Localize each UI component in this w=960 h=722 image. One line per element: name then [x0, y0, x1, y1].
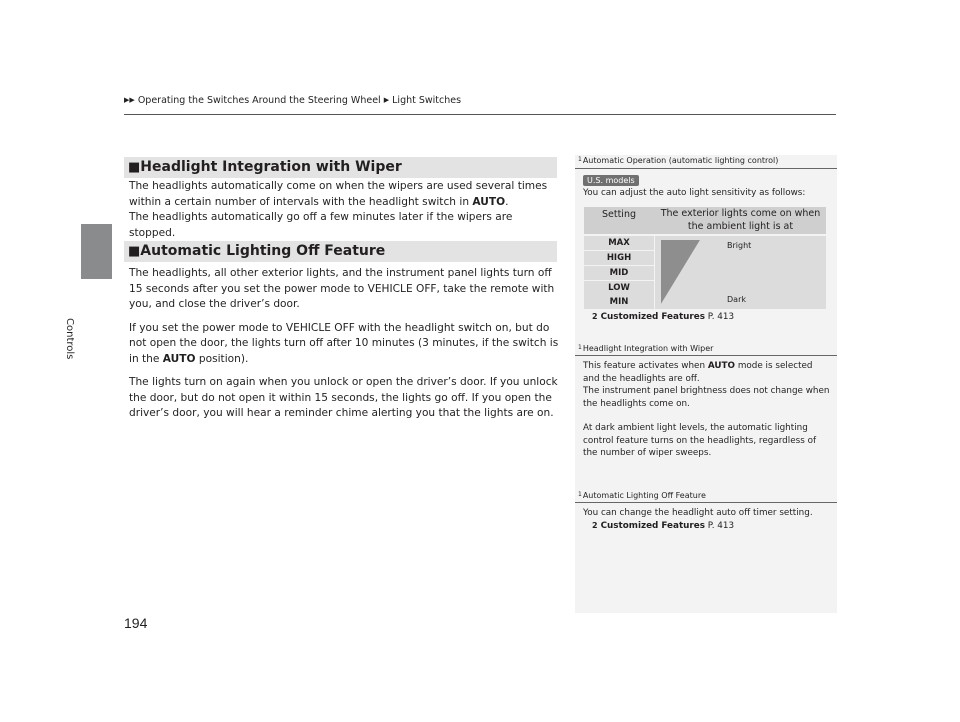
- paragraph: The lights turn on again when you unlock or open the driver’s door. If you unlock the door, but do not open it within 15 seconds, the lights go off. If you open the driver’s door, you will hear a reminder chime alerting you that the lights are on.: [129, 376, 558, 419]
- section-heading-auto-off: [124, 241, 557, 262]
- reference-arrow-icon: 2: [592, 312, 598, 321]
- auto-label: AUTO: [162, 352, 196, 365]
- text: The headlights automatically go off a few minutes later if the wipers are stopped.: [129, 211, 513, 239]
- note-title-text: Automatic Operation (automatic lighting control): [582, 156, 779, 165]
- sensitivity-table-header: [584, 207, 826, 234]
- note-title-headlight-integration: [578, 344, 713, 353]
- note-paragraph: [583, 360, 831, 385]
- column-header-setting: Setting: [601, 209, 636, 220]
- note-divider: [575, 355, 837, 356]
- section-title: Automatic Lighting Off Feature: [140, 243, 386, 259]
- dark-label: Dark: [727, 295, 746, 304]
- note-divider: [575, 168, 837, 169]
- paragraph: [129, 179, 559, 241]
- note-body: [583, 360, 831, 460]
- text: mode is selected and the headlights are off.: [583, 361, 813, 384]
- section-body-auto-off: [129, 266, 559, 430]
- reference-page: P. 413: [707, 521, 735, 531]
- cross-reference[interactable]: [592, 520, 734, 533]
- note-title-auto-off: [578, 491, 706, 500]
- table-row-level: LOW: [584, 281, 654, 295]
- reference-page: P. 413: [707, 312, 735, 322]
- note-divider: [575, 502, 837, 503]
- paragraph: The headlights, all other exterior lights, and the instrument panel lights turn off 15 seconds after you set the power mode to VEHICLE OFF, take the remote with you, and close the driver’s door.: [129, 267, 555, 310]
- note-title-text: Headlight Integration with Wiper: [582, 344, 714, 353]
- header-divider: [124, 114, 836, 115]
- auto-label: AUTO: [707, 361, 736, 371]
- chapter-label: Controls: [64, 318, 75, 360]
- reference-label[interactable]: Customized Features: [600, 521, 705, 531]
- cross-reference[interactable]: [592, 311, 734, 324]
- text: The headlights automatically come on when the wipers are used several times within a certain number of intervals with the headlight switch in: [129, 180, 548, 208]
- table-row-level: MAX: [584, 236, 654, 250]
- reference-arrow-icon: 2: [592, 521, 598, 530]
- note-paragraph: At dark ambient light levels, the automatic lighting control feature turns on the headlights, regardless of the number of wiper sweeps.: [583, 423, 817, 458]
- text: .: [505, 195, 509, 208]
- text: position).: [198, 352, 249, 365]
- section-heading-headlight-integration: [124, 157, 557, 178]
- note-paragraph: The instrument panel brightness does not change when the headlights come on.: [583, 386, 830, 409]
- table-row-level: MID: [584, 266, 654, 280]
- table-row-level: MIN: [584, 295, 654, 309]
- note-title-text: Automatic Lighting Off Feature: [582, 491, 706, 500]
- section-title: Headlight Integration with Wiper: [140, 159, 402, 175]
- note-marker-icon: 1: [578, 156, 582, 163]
- arrow-icon: ▶: [383, 96, 390, 104]
- note-marker-icon: 1: [578, 344, 582, 351]
- column-header-ambient: The exterior lights come on when the ambient light is at: [660, 208, 821, 232]
- breadcrumb-item-steering-switches[interactable]: Operating the Switches Around the Steering Wheel: [137, 95, 381, 106]
- region-badge: U.S. models: [583, 175, 639, 186]
- text: If you set the power mode to VEHICLE OFF with the headlight switch on, but do not open the door, the lights turn off after 10 minutes (3 minutes, if the switch is in the: [129, 321, 559, 365]
- square-bullet-icon: ■: [128, 160, 141, 175]
- breadcrumb-item-light-switches[interactable]: Light Switches: [392, 95, 462, 106]
- auto-label: AUTO: [472, 195, 506, 208]
- note-text: You can adjust the auto light sensitivity as follows:: [583, 188, 806, 198]
- note-marker-icon: 1: [578, 491, 582, 498]
- double-arrow-icon: ▶▶: [124, 96, 135, 104]
- bright-label: Bright: [727, 241, 752, 250]
- text: This feature activates when: [583, 361, 706, 371]
- note-text: You can change the headlight auto off timer setting.: [583, 508, 813, 518]
- section-body-headlight-integration: [129, 179, 559, 249]
- paragraph: [129, 321, 559, 368]
- ambient-light-gradient-cell: [655, 236, 826, 309]
- chapter-tab: [81, 224, 112, 279]
- table-row-level: HIGH: [584, 251, 654, 265]
- reference-label[interactable]: Customized Features: [600, 312, 705, 322]
- breadcrumb: [124, 95, 461, 106]
- square-bullet-icon: ■: [128, 244, 141, 259]
- note-title-automatic-operation: [578, 156, 778, 165]
- page-number: 194: [124, 615, 148, 631]
